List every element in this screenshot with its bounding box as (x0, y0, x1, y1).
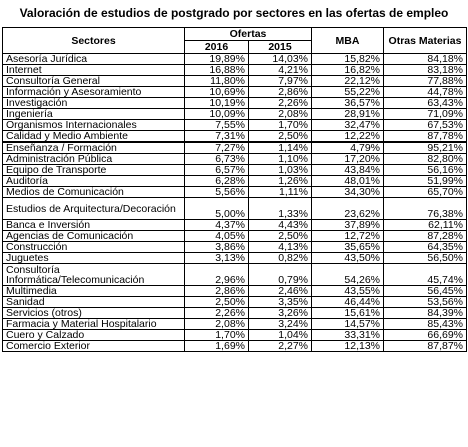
sector-cell: Organismos Internacionales (3, 120, 185, 131)
sector-cell: Multimedia (3, 286, 185, 297)
value-2016-cell: 7,55% (185, 120, 249, 131)
otras-materias-cell: 64,35% (384, 242, 467, 253)
table-row (3, 286, 467, 297)
otras-materias-cell: 71,09% (384, 109, 467, 120)
table-row (3, 330, 467, 341)
sector-cell: Estudios de Arquitectura/Decoración (3, 198, 185, 220)
otras-materias-cell: 77,88% (384, 76, 467, 87)
value-2016-cell: 7,27% (185, 142, 249, 154)
table-row (3, 65, 467, 76)
value-2016-cell: 6,73% (185, 154, 249, 165)
value-2016-cell: 2,50% (185, 297, 249, 308)
sector-cell: Consultoría Informática/Telecomunicación (3, 264, 185, 286)
otras-materias-cell: 56,50% (384, 253, 467, 264)
table-row (3, 98, 467, 109)
mba-cell: 17,20% (312, 154, 384, 165)
value-2016-cell: 7,31% (185, 131, 249, 143)
mba-cell: 34,30% (312, 187, 384, 198)
mba-cell: 33,31% (312, 330, 384, 341)
otras-materias-cell: 53,56% (384, 297, 467, 308)
value-2015-cell: 1,70% (249, 120, 312, 131)
sector-cell: Investigación (3, 98, 185, 109)
table-row (3, 76, 467, 87)
mba-cell: 14,57% (312, 319, 384, 330)
otras-materias-cell: 51,99% (384, 176, 467, 187)
value-2015-cell: 4,43% (249, 220, 312, 231)
mba-cell: 37,89% (312, 220, 384, 231)
header-2015: 2015 (249, 41, 312, 54)
otras-materias-cell: 56,16% (384, 165, 467, 176)
mba-cell: 55,22% (312, 87, 384, 98)
sector-cell: Calidad y Medio Ambiente (3, 131, 185, 143)
value-2016-cell: 19,89% (185, 54, 249, 65)
header-sectores: Sectores (3, 28, 185, 54)
sector-cell: Agencias de Comunicación (3, 231, 185, 242)
mba-cell: 36,57% (312, 98, 384, 109)
value-2015-cell: 3,26% (249, 308, 312, 319)
otras-materias-cell: 67,53% (384, 120, 467, 131)
value-2016-cell: 4,37% (185, 220, 249, 231)
sectors-table (2, 27, 467, 352)
sector-cell: Medios de Comunicación (3, 187, 185, 198)
value-2015-cell: 1,03% (249, 165, 312, 176)
value-2016-cell: 16,88% (185, 65, 249, 76)
mba-cell: 16,82% (312, 65, 384, 76)
mba-cell: 23,62% (312, 198, 384, 220)
value-2015-cell: 1,10% (249, 154, 312, 165)
value-2015-cell: 1,26% (249, 176, 312, 187)
value-2015-cell: 1,33% (249, 198, 312, 220)
header-ofertas: Ofertas (185, 28, 312, 41)
otras-materias-cell: 45,74% (384, 264, 467, 286)
value-2015-cell: 2,26% (249, 98, 312, 109)
value-2015-cell: 2,27% (249, 341, 312, 352)
value-2015-cell: 4,13% (249, 242, 312, 253)
mba-cell: 12,22% (312, 131, 384, 143)
otras-materias-cell: 87,87% (384, 341, 467, 352)
sector-cell: Consultoría General (3, 76, 185, 87)
value-2015-cell: 0,82% (249, 253, 312, 264)
value-2016-cell: 10,69% (185, 87, 249, 98)
sector-cell: Banca e Inversión (3, 220, 185, 231)
sector-cell: Equipo de Transporte (3, 165, 185, 176)
value-2015-cell: 2,46% (249, 286, 312, 297)
value-2016-cell: 5,00% (185, 198, 249, 220)
page-title: Valoración de estudios de postgrado por sectores en las ofertas de empleo (19, 6, 449, 20)
value-2015-cell: 14,03% (249, 54, 312, 65)
value-2015-cell: 2,08% (249, 109, 312, 120)
sector-cell: Información y Asesoramiento (3, 87, 185, 98)
otras-materias-cell: 85,43% (384, 319, 467, 330)
value-2016-cell: 6,28% (185, 176, 249, 187)
mba-cell: 48,01% (312, 176, 384, 187)
otras-materias-cell: 66,69% (384, 330, 467, 341)
table-row (3, 87, 467, 98)
value-2015-cell: 3,24% (249, 319, 312, 330)
value-2016-cell: 10,09% (185, 109, 249, 120)
table-row (3, 154, 467, 165)
mba-cell: 22,12% (312, 76, 384, 87)
value-2015-cell: 7,97% (249, 76, 312, 87)
otras-materias-cell: 87,28% (384, 231, 467, 242)
value-2016-cell: 3,13% (185, 253, 249, 264)
sector-cell: Internet (3, 65, 185, 76)
otras-materias-cell: 82,80% (384, 154, 467, 165)
table-row (3, 176, 467, 187)
value-2016-cell: 2,08% (185, 319, 249, 330)
value-2015-cell: 1,04% (249, 330, 312, 341)
value-2015-cell: 4,21% (249, 65, 312, 76)
header-2016: 2016 (185, 41, 249, 54)
mba-cell: 35,65% (312, 242, 384, 253)
otras-materias-cell: 95,21% (384, 142, 467, 154)
table-header (3, 28, 467, 54)
table-row (3, 120, 467, 131)
value-2016-cell: 3,86% (185, 242, 249, 253)
table-row (3, 165, 467, 176)
value-2016-cell: 11,80% (185, 76, 249, 87)
sector-cell: Ingeniería (3, 109, 185, 120)
sector-cell: Comercio Exterior (3, 341, 185, 352)
table-row (3, 297, 467, 308)
table-row (3, 319, 467, 330)
value-2016-cell: 4,05% (185, 231, 249, 242)
value-2015-cell: 3,35% (249, 297, 312, 308)
value-2015-cell: 2,50% (249, 231, 312, 242)
otras-materias-cell: 62,11% (384, 220, 467, 231)
value-2015-cell: 2,50% (249, 131, 312, 143)
sector-cell: Farmacia y Material Hospitalario (3, 319, 185, 330)
value-2016-cell: 2,26% (185, 308, 249, 319)
table-row (3, 231, 467, 242)
mba-cell: 54,26% (312, 264, 384, 286)
otras-materias-cell: 76,38% (384, 198, 467, 220)
sector-cell: Construcción (3, 242, 185, 253)
value-2015-cell: 1,14% (249, 142, 312, 154)
otras-materias-cell: 83,18% (384, 65, 467, 76)
mba-cell: 4,79% (312, 142, 384, 154)
table-row (3, 341, 467, 352)
value-2016-cell: 6,57% (185, 165, 249, 176)
mba-cell: 15,61% (312, 308, 384, 319)
sector-cell: Enseñanza / Formación (3, 142, 185, 154)
table-row (3, 142, 467, 154)
table-row (3, 253, 467, 264)
value-2016-cell: 10,19% (185, 98, 249, 109)
value-2015-cell: 1,11% (249, 187, 312, 198)
value-2015-cell: 0,79% (249, 264, 312, 286)
value-2016-cell: 5,56% (185, 187, 249, 198)
otras-materias-cell: 65,70% (384, 187, 467, 198)
otras-materias-cell: 84,18% (384, 54, 467, 65)
sector-cell: Servicios (otros) (3, 308, 185, 319)
mba-cell: 46,44% (312, 297, 384, 308)
otras-materias-cell: 84,39% (384, 308, 467, 319)
value-2016-cell: 2,96% (185, 264, 249, 286)
otras-materias-cell: 56,45% (384, 286, 467, 297)
table-row (3, 131, 467, 143)
table-row (3, 308, 467, 319)
mba-cell: 28,91% (312, 109, 384, 120)
sector-cell: Administración Pública (3, 154, 185, 165)
sector-cell: Sanidad (3, 297, 185, 308)
value-2015-cell: 2,86% (249, 87, 312, 98)
table-row (3, 198, 467, 220)
sector-cell: Asesoría Jurídica (3, 54, 185, 65)
table-row (3, 187, 467, 198)
mba-cell: 43,55% (312, 286, 384, 297)
otras-materias-cell: 44,78% (384, 87, 467, 98)
sector-cell: Auditoría (3, 176, 185, 187)
table-row (3, 54, 467, 65)
mba-cell: 12,72% (312, 231, 384, 242)
mba-cell: 32,47% (312, 120, 384, 131)
value-2016-cell: 1,69% (185, 341, 249, 352)
table-row (3, 264, 467, 286)
mba-cell: 43,50% (312, 253, 384, 264)
otras-materias-cell: 87,78% (384, 131, 467, 143)
sector-cell: Cuero y Calzado (3, 330, 185, 341)
value-2016-cell: 1,70% (185, 330, 249, 341)
mba-cell: 15,82% (312, 54, 384, 65)
table-body (3, 54, 467, 352)
mba-cell: 12,13% (312, 341, 384, 352)
header-otras-materias: Otras Materias (384, 28, 467, 54)
header-mba: MBA (312, 28, 384, 54)
value-2016-cell: 2,86% (185, 286, 249, 297)
otras-materias-cell: 63,43% (384, 98, 467, 109)
table-row (3, 109, 467, 120)
mba-cell: 43,84% (312, 165, 384, 176)
table-row (3, 220, 467, 231)
table-row (3, 242, 467, 253)
sector-cell: Juguetes (3, 253, 185, 264)
